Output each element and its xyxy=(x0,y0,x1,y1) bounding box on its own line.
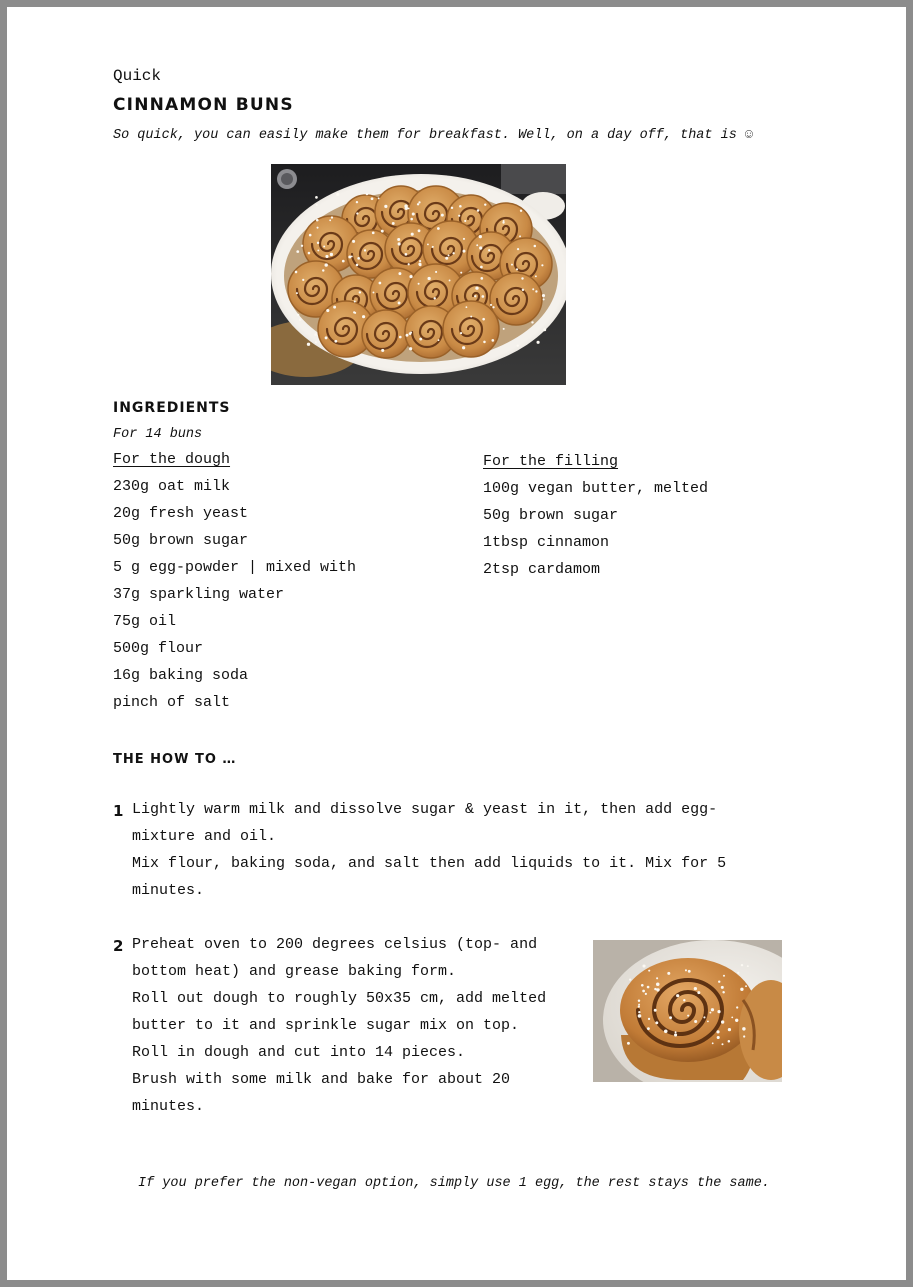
sugar-dot xyxy=(655,1021,658,1024)
sugar-dot xyxy=(735,1019,738,1022)
list-item: 20g fresh yeast xyxy=(113,505,249,522)
sugar-dot xyxy=(685,969,687,971)
step-line: minutes. xyxy=(132,1098,205,1115)
sugar-dot xyxy=(316,204,318,206)
step-number: 1 xyxy=(113,802,124,820)
sugar-dot xyxy=(308,252,311,255)
sugar-dot xyxy=(398,302,401,305)
sugar-dot xyxy=(299,319,301,321)
list-item: 16g baking soda xyxy=(113,667,249,684)
step-2-text xyxy=(132,931,546,1120)
sugar-dot xyxy=(479,235,482,238)
sugar-dot xyxy=(307,343,310,346)
list-item: 100g vegan butter, melted xyxy=(483,480,709,497)
dough-heading: For the dough xyxy=(113,451,231,468)
sugar-dot xyxy=(364,249,366,251)
sugar-dot xyxy=(728,1040,731,1043)
list-item: 230g oat milk xyxy=(113,478,231,495)
sugar-dot xyxy=(645,993,647,995)
sugar-dot xyxy=(316,219,319,222)
sugar-dot xyxy=(356,264,359,267)
sugar-dot xyxy=(351,255,353,257)
sugar-dot xyxy=(503,328,505,330)
list-item: 50g brown sugar xyxy=(113,532,249,549)
sugar-dot xyxy=(381,230,384,233)
sugar-dot xyxy=(532,288,534,290)
sugar-dot xyxy=(638,1014,642,1018)
sugar-dot xyxy=(322,269,324,271)
sugar-dot xyxy=(419,338,422,341)
list-item: 2tsp cardamom xyxy=(483,561,601,578)
sugar-dot xyxy=(412,212,415,215)
sugar-dot xyxy=(379,282,382,285)
sugar-dot xyxy=(437,227,440,230)
sugar-dot xyxy=(721,1020,724,1023)
sugar-dot xyxy=(488,249,490,251)
sugar-dot xyxy=(417,203,419,205)
sugar-dot xyxy=(721,1043,723,1045)
document-page xyxy=(7,7,906,1280)
sugar-dot xyxy=(342,260,345,263)
sugar-dot xyxy=(490,304,492,306)
recipe-subtitle: So quick, you can easily make them for breakfast. Well, on a day off, that is ☺ xyxy=(113,128,754,143)
sugar-dot xyxy=(741,964,743,966)
sugar-dot xyxy=(520,210,522,212)
sugar-dot xyxy=(648,1018,650,1020)
sugar-dot xyxy=(712,1042,714,1044)
sugar-dot xyxy=(418,201,420,203)
sugar-dot xyxy=(410,218,413,221)
sugar-dot xyxy=(434,297,436,299)
sugar-dot xyxy=(435,271,437,273)
sugar-dot xyxy=(474,295,476,297)
sugar-dot xyxy=(409,275,412,278)
sugar-dot xyxy=(462,346,465,349)
sugar-dot xyxy=(323,246,325,248)
sugar-dot xyxy=(334,340,337,343)
sugar-dot xyxy=(452,252,454,254)
sugar-dot xyxy=(638,1011,640,1013)
sugar-dot xyxy=(519,235,521,237)
sugar-dot xyxy=(669,1016,672,1019)
sugar-dot xyxy=(397,238,400,241)
sugar-dot xyxy=(460,272,462,274)
sugar-dot xyxy=(475,286,478,289)
sugar-dot xyxy=(378,197,380,199)
sugar-dot xyxy=(718,980,720,982)
sugar-dot xyxy=(406,334,409,337)
sugar-dot xyxy=(482,318,485,321)
sugar-dot xyxy=(331,216,333,218)
sugar-dot xyxy=(295,271,298,274)
sugar-dot xyxy=(357,257,360,260)
list-item: 50g brown sugar xyxy=(483,507,619,524)
sugar-dot xyxy=(723,975,725,977)
sugar-dot xyxy=(301,245,303,247)
sugar-dot xyxy=(694,987,697,990)
filling-heading: For the filling xyxy=(483,453,619,470)
sugar-dot xyxy=(480,277,483,280)
sugar-dot xyxy=(366,193,369,196)
sugar-dot xyxy=(716,1030,719,1033)
sugar-dot xyxy=(638,1005,640,1007)
sugar-dot xyxy=(747,965,749,967)
sugar-dot xyxy=(676,994,679,997)
step-line: Roll in dough and cut into 14 pieces. xyxy=(132,1044,466,1061)
servings-note: For 14 buns xyxy=(113,427,203,442)
sugar-dot xyxy=(647,986,650,989)
sugar-dot xyxy=(656,982,660,986)
sugar-dot xyxy=(372,292,374,294)
sugar-dot xyxy=(476,244,478,246)
sugar-dot xyxy=(458,215,460,217)
sugar-dot xyxy=(742,1027,745,1030)
sugar-dot xyxy=(707,1020,709,1022)
list-item: 500g flour xyxy=(113,640,204,657)
recipe-title: CINNAMON BUNS xyxy=(113,95,294,115)
ingredients-heading: INGREDIENTS xyxy=(113,400,231,416)
sugar-dot xyxy=(728,1028,731,1031)
sugar-dot xyxy=(656,988,659,991)
sugar-dot xyxy=(511,264,513,266)
bun xyxy=(362,310,410,358)
sugar-dot xyxy=(352,240,355,243)
sugar-dot xyxy=(648,970,650,972)
sugar-dot xyxy=(721,986,724,989)
sugar-dot xyxy=(411,233,414,236)
sugar-dot xyxy=(448,255,450,257)
sugar-dot xyxy=(381,349,384,352)
list-item: 1tbsp cinnamon xyxy=(483,534,610,551)
sugar-dot xyxy=(465,306,467,308)
sugar-dot xyxy=(410,332,412,334)
sugar-dot xyxy=(654,1009,657,1012)
step-line: butter to it and sprinkle sugar mix on top. xyxy=(132,1017,520,1034)
sugar-dot xyxy=(419,264,422,267)
list-item: 5 g egg-powder | mixed with xyxy=(113,559,357,576)
sugar-dot xyxy=(325,263,328,266)
sugar-dot xyxy=(325,255,328,258)
sugar-dot xyxy=(479,246,482,249)
sugar-dot xyxy=(687,1015,689,1017)
sugar-dot xyxy=(717,1036,720,1039)
sugar-dot xyxy=(354,300,356,302)
sugar-dot xyxy=(359,291,361,293)
sugar-dot xyxy=(641,984,644,987)
sugar-dot xyxy=(484,203,486,205)
sugar-dot xyxy=(674,1033,677,1036)
sugar-dot xyxy=(362,315,365,318)
sugar-dot xyxy=(502,221,504,223)
sugar-dot xyxy=(408,263,410,265)
sugar-dot xyxy=(459,205,462,208)
sugar-dot xyxy=(543,328,546,331)
sugar-dot xyxy=(314,333,317,336)
sugar-dot xyxy=(642,990,645,993)
sugar-dot xyxy=(664,1030,668,1034)
sugar-dot xyxy=(477,209,480,212)
sugar-dot xyxy=(356,201,358,203)
step-line: minutes. xyxy=(132,882,205,899)
sugar-dot xyxy=(336,193,339,196)
step-line: Lightly warm milk and dissolve sugar & yeast in it, then add egg- xyxy=(132,801,718,818)
sugar-dot xyxy=(315,341,317,343)
sugar-dot xyxy=(441,214,444,217)
dough-list xyxy=(113,473,356,716)
sugar-dot xyxy=(372,232,375,235)
sugar-dot xyxy=(463,238,465,240)
step-line: bottom heat) and grease baking form. xyxy=(132,963,457,980)
sugar-dot xyxy=(516,268,518,270)
sugar-dot xyxy=(711,1008,714,1011)
sugar-dot xyxy=(722,991,724,993)
sugar-dot xyxy=(541,264,543,266)
sugar-dot xyxy=(297,314,300,317)
sugar-dot xyxy=(398,242,401,245)
sugar-dot xyxy=(317,249,319,251)
sugar-dot xyxy=(709,1012,711,1014)
sugar-dot xyxy=(740,988,743,991)
sugar-dot xyxy=(703,1016,705,1018)
step-line: Brush with some milk and bake for about 20 xyxy=(132,1071,511,1088)
sugar-dot xyxy=(522,289,524,291)
sugar-dot xyxy=(737,972,739,974)
sugar-dot xyxy=(398,272,401,275)
step-line: Roll out dough to roughly 50x35 cm, add melted xyxy=(132,990,547,1007)
sugar-dot xyxy=(460,332,462,334)
sugar-dot xyxy=(418,229,421,232)
sugar-dot xyxy=(480,266,483,269)
bun-photo xyxy=(593,940,782,1082)
sugar-dot xyxy=(482,295,485,298)
sugar-dot xyxy=(531,321,533,323)
hero-photo xyxy=(271,164,566,385)
sugar-dot xyxy=(736,1006,738,1008)
sugar-dot xyxy=(427,277,430,280)
sugar-dot xyxy=(717,1010,720,1013)
sugar-dot xyxy=(419,260,421,262)
sugar-dot xyxy=(356,212,358,214)
step-1-text xyxy=(132,796,726,904)
sugar-dot xyxy=(638,1000,640,1002)
sugar-dot xyxy=(329,219,331,221)
step-line: Preheat oven to 200 degrees celsius (top- and xyxy=(132,936,538,953)
sugar-dot xyxy=(427,243,429,245)
sugar-dot xyxy=(656,977,658,979)
sugar-dot xyxy=(517,344,519,346)
sugar-dot xyxy=(647,1027,650,1030)
sugar-dot xyxy=(405,253,408,256)
sugar-dot xyxy=(731,1016,733,1018)
step-number: 2 xyxy=(113,937,124,955)
sugar-dot xyxy=(449,280,451,282)
sugar-dot xyxy=(688,970,691,973)
sugar-dot xyxy=(302,279,304,281)
sugar-dot xyxy=(667,972,670,975)
sugar-dot xyxy=(333,306,336,309)
sugar-dot xyxy=(534,245,537,248)
list-item: 37g sparkling water xyxy=(113,586,285,603)
sugar-dot xyxy=(317,227,319,229)
sugar-dot xyxy=(399,336,402,339)
sugar-dot xyxy=(384,205,387,208)
sugar-dot xyxy=(517,248,519,250)
sugar-dot xyxy=(521,277,523,279)
sugar-dot xyxy=(464,220,466,222)
sugar-dot xyxy=(326,309,329,312)
sugar-dot xyxy=(537,341,540,344)
sugar-dot xyxy=(745,985,747,987)
filling-list xyxy=(483,475,708,583)
sugar-dot xyxy=(432,246,434,248)
sugar-dot xyxy=(309,234,312,237)
sugar-dot xyxy=(315,196,318,199)
sugar-dot xyxy=(325,336,328,339)
footnote: If you prefer the non-vegan option, simply use 1 egg, the rest stays the same. xyxy=(138,1176,770,1191)
step-line: mixture and oil. xyxy=(132,828,277,845)
sugar-dot xyxy=(463,250,466,253)
sugar-dot xyxy=(409,347,412,350)
sugar-dot xyxy=(629,978,631,980)
sugar-dot xyxy=(371,197,374,200)
sugar-dot xyxy=(330,253,333,256)
sugar-dot xyxy=(348,256,351,259)
sugar-dot xyxy=(353,311,355,313)
sugar-dot xyxy=(418,283,420,285)
sugar-dot xyxy=(697,991,700,994)
sugar-dot xyxy=(491,339,494,342)
sugar-dot xyxy=(743,1035,745,1037)
sugar-dot xyxy=(392,222,395,225)
sugar-dot xyxy=(535,290,537,292)
howto-heading: THE HOW TO … xyxy=(113,752,237,767)
sugar-dot xyxy=(627,1042,630,1045)
sugar-dot xyxy=(694,1020,697,1023)
sugar-dot xyxy=(296,250,299,253)
sugar-dot xyxy=(675,1031,677,1033)
list-item: pinch of salt xyxy=(113,694,231,711)
sugar-dot xyxy=(483,341,486,344)
sugar-dot xyxy=(404,204,407,207)
sugar-dot xyxy=(296,292,298,294)
sugar-dot xyxy=(683,999,685,1001)
recipe-kicker: Quick xyxy=(113,67,162,85)
sugar-dot xyxy=(470,316,472,318)
sugar-dot xyxy=(451,207,453,209)
sugar-dot xyxy=(317,242,319,244)
sugar-dot xyxy=(638,1004,640,1006)
sugar-dot xyxy=(543,298,545,300)
sugar-dot xyxy=(445,257,448,260)
sugar-dot xyxy=(642,964,645,967)
sugar-dot xyxy=(492,306,494,308)
sugar-dot xyxy=(535,275,537,277)
sugar-dot xyxy=(438,339,440,341)
sugar-dot xyxy=(542,294,545,297)
step-line: Mix flour, baking soda, and salt then add liquids to it. Mix for 5 xyxy=(132,855,727,872)
list-item: 75g oil xyxy=(113,613,177,630)
